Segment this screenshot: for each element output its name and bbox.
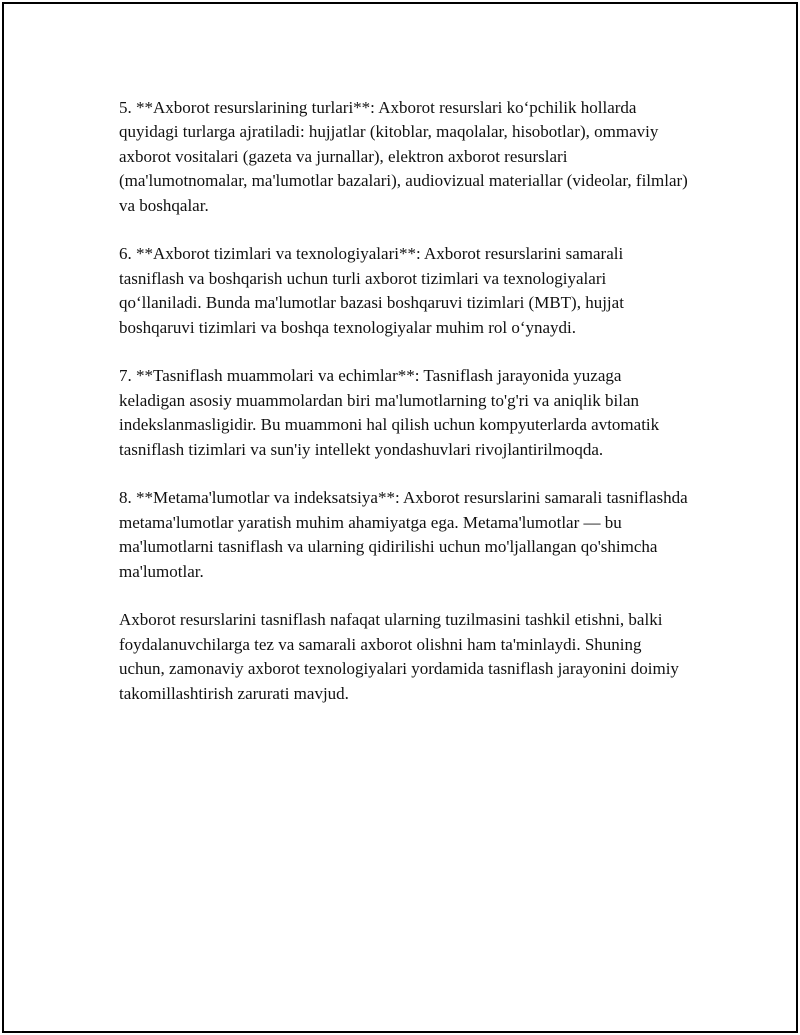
paragraph-classification-problems: 7. **Tasniflash muammolari va echimlar**: Tasniflash jarayonida yuzaga keladigan asosiy muammolardan biri ma'lumotlarning to'g'ri va aniqlik bilan indekslanmasligidir. Bu muammoni hal qilish uchun kompyuterlarda avtomatik tasniflash tizimlari va sun'iy intellekt yondashuvlari rivojlantirilmoqda.: [119, 366, 660, 459]
document-body: [119, 96, 691, 730]
paragraph-resource-types: 5. **Axborot resurslarining turlari**: Axborot resurslari ko‘pchilik hollarda quyidagi turlarga ajratiladi: hujjatlar (kitoblar, maqolalar, hisobotlar), ommaviy axborot vositalari (gazeta va jurnallar), elektron axborot resurslari (ma'lumotnomalar, ma'lumotlar bazalari), audiovizual materiallar (videolar, filmlar) va boshqalar.: [119, 98, 688, 215]
paragraph-conclusion: Axborot resurslarini tasniflash nafaqat ularning tuzilmasini tashkil etishni, balki foydalanuvchilarga tez va samarali axborot olishni ham ta'minlaydi. Shuning uchun, zamonaviy axborot texnologiyalari yordamida tasniflash jarayonini doimiy takomillashtirish zarurati mavjud.: [119, 610, 679, 703]
document-page: [2, 2, 798, 1033]
paragraph-information-systems: 6. **Axborot tizimlari va texnologiyalari**: Axborot resurslarini samarali tasniflash va boshqarish uchun turli axborot tizimlari va texnologiyalari qo‘llaniladi. Bunda ma'lumotlar bazasi boshqaruvi tizimlari (MBT), hujjat boshqaruvi tizimlari va boshqa texnologiyalar muhim rol o‘ynaydi.: [119, 244, 624, 337]
paragraph-metadata-indexing: 8. **Metama'lumotlar va indeksatsiya**: Axborot resurslarini samarali tasniflashda metama'lumotlar yaratish muhim ahamiyatga ega. Metama'lumotlar — bu ma'lumotlarni tasniflash va ularning qidirilishi uchun mo'ljallangan qo'shimcha ma'lumotlar.: [119, 488, 688, 581]
